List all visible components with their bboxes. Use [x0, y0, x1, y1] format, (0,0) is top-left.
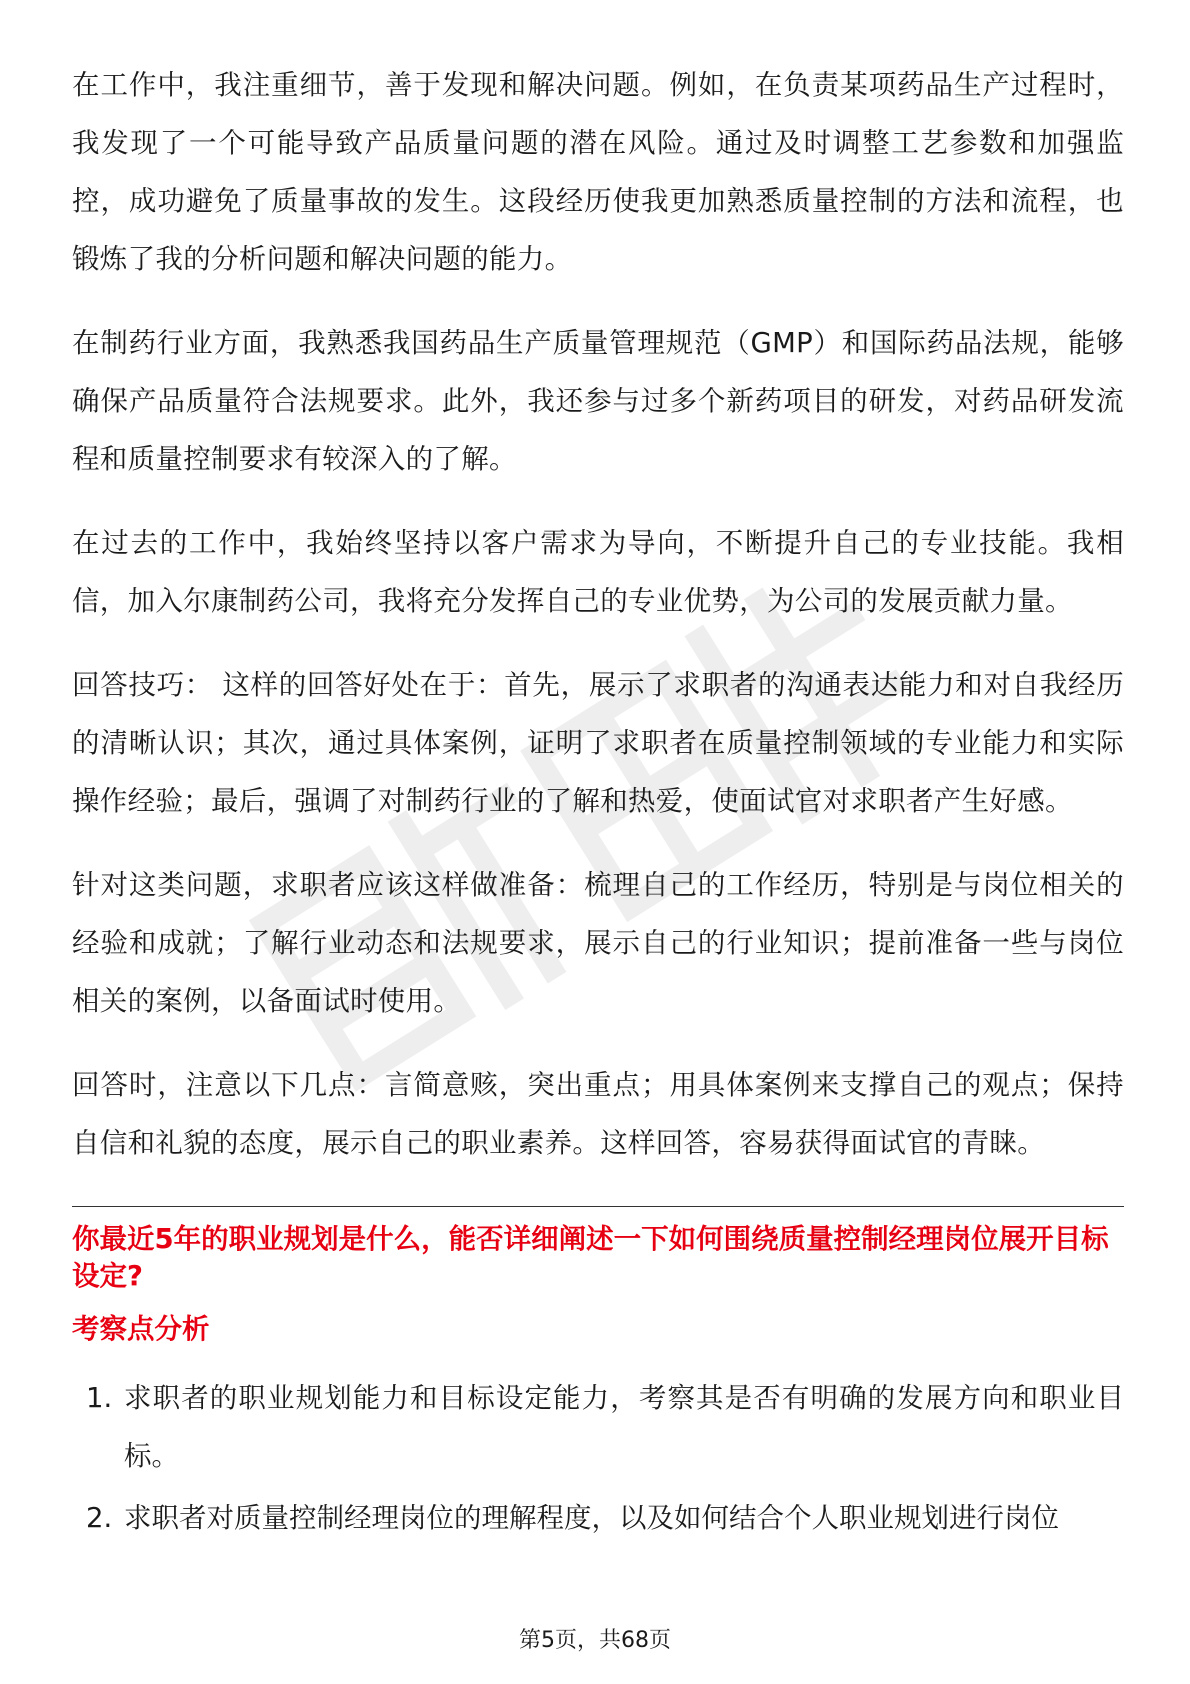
- list-item: [72, 1489, 1124, 1547]
- document-page: [72, 56, 1124, 1551]
- paragraph-preparation: 针对这类问题，求职者应该这样做准备：梳理自己的工作经历，特别是与岗位相关的经验和成就；了解行业动态和法规要求，展示自己的行业知识；提前准备一些与岗位相关的案例，以备面试时使用。: [72, 869, 1124, 1017]
- paragraph-answer-notes: 回答时，注意以下几点：言简意赅，突出重点；用具体案例来支撑自己的观点；保持自信和礼貌的态度，展示自己的职业素养。这样回答，容易获得面试官的青睐。: [72, 1069, 1124, 1159]
- interview-question: 你最近5年的职业规划是什么，能否详细阐述一下如何围绕质量控制经理岗位展开目标设定?: [72, 1223, 1109, 1292]
- analysis-list: [72, 1369, 1124, 1547]
- section-title: 考察点分析: [72, 1313, 210, 1345]
- page-footer: 第5页，共68页: [519, 1628, 671, 1653]
- section-divider: [72, 1206, 1124, 1207]
- list-item-text: 求职者的职业规划能力和目标设定能力，考察其是否有明确的发展方向和职业目标。: [124, 1382, 1124, 1472]
- paragraph-answer-tips: 回答技巧： 这样的回答好处在于：首先，展示了求职者的沟通表达能力和对自我经历的清晰认识；其次，通过具体案例，证明了求职者在质量控制领域的专业能力和实际操作经验；最后，强调了对制药行业的了解和热爱，使面试官对求职者产生好感。: [72, 669, 1124, 817]
- paragraph-pharma-industry: 在制药行业方面，我熟悉我国药品生产质量管理规范（GMP）和国际药品法规，能够确保产品质量符合法规要求。此外，我还参与过多个新药项目的研发，对药品研发流程和质量控制要求有较深入的了解。: [72, 327, 1124, 475]
- paragraph-work-details: 在工作中，我注重细节，善于发现和解决问题。例如，在负责某项药品生产过程时，我发现了一个可能导致产品质量问题的潜在风险。通过及时调整工艺参数和加强监控，成功避免了质量事故的发生。这段经历使我更加熟悉质量控制的方法和流程，也锻炼了我的分析问题和解决问题的能力。: [72, 69, 1124, 275]
- list-item-number: 2.: [86, 1502, 113, 1534]
- list-item-text: 求职者对质量控制经理岗位的理解程度，以及如何结合个人职业规划进行岗位: [124, 1502, 1059, 1534]
- list-item: [72, 1369, 1124, 1485]
- list-item-number: 1.: [86, 1382, 113, 1414]
- paragraph-past-work: 在过去的工作中，我始终坚持以客户需求为导向，不断提升自己的专业技能。我相信，加入尔康制药公司，我将充分发挥自己的专业优势，为公司的发展贡献力量。: [72, 527, 1124, 617]
